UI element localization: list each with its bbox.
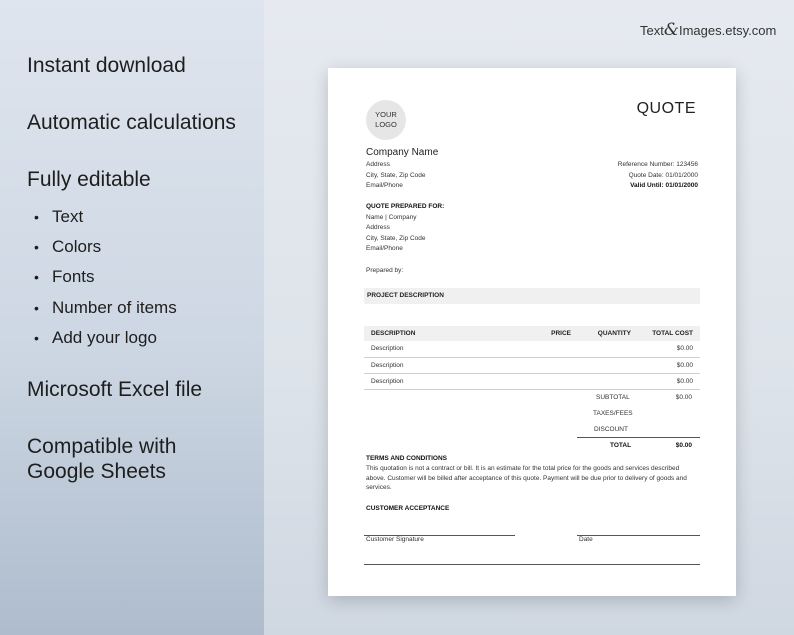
bullet-add-logo: • Add your logo xyxy=(34,328,157,347)
quote-meta xyxy=(618,160,698,192)
header-total-cost: TOTAL COST xyxy=(638,326,700,341)
features-panel xyxy=(0,0,264,635)
header-quantity: QUANTITY xyxy=(578,326,638,341)
bullet-fonts: • Fonts xyxy=(34,267,95,286)
total-divider xyxy=(577,437,700,438)
company-name: Company Name xyxy=(366,147,439,158)
items-table xyxy=(364,326,700,390)
date-line[interactable] xyxy=(577,535,700,536)
table-row: Description $0.00 xyxy=(364,373,700,389)
date-label: Date xyxy=(579,536,593,543)
feature-compatible-line2: Google Sheets xyxy=(27,460,166,483)
shop-name: Text&Images.etsy.com xyxy=(640,20,777,40)
terms-title: TERMS AND CONDITIONS xyxy=(366,455,448,462)
customer-acceptance: CUSTOMER ACCEPTANCE xyxy=(366,505,450,512)
total-label: TOTAL xyxy=(610,442,632,449)
feature-instant-download: Instant download xyxy=(27,54,186,77)
valid-until: Valid Until: 01/01/2000 xyxy=(630,182,698,189)
project-description-bar: PROJECT DESCRIPTION xyxy=(364,288,700,304)
terms-text: This quotation is not a contract or bill. It is an estimate for the total price for the goods and services described above. Customer will be billed after acceptance of this quote. Payment will be due prior to delivery of goods and services. xyxy=(366,465,687,491)
logo-placeholder: YOUR LOGO xyxy=(366,100,406,140)
reference-number: Reference Number: 123456 xyxy=(617,161,698,168)
table-row: Description $0.00 xyxy=(364,341,700,357)
header-price: PRICE xyxy=(514,326,578,341)
document-title: QUOTE xyxy=(636,100,696,117)
feature-compatible-line1: Compatible with xyxy=(27,435,177,458)
bullet-number-of-items: • Number of items xyxy=(34,298,177,317)
feature-automatic-calculations: Automatic calculations xyxy=(27,111,236,134)
subtotal-label: SUBTOTAL xyxy=(596,394,630,401)
prepared-by: Prepared by: xyxy=(366,267,404,274)
taxes-label: TAXES/FEES xyxy=(593,410,633,417)
bottom-rule xyxy=(364,564,700,565)
quote-date: Quote Date: 01/01/2000 xyxy=(628,171,698,179)
bullet-colors: • Colors xyxy=(34,237,102,256)
discount-label: DISCOUNT xyxy=(594,426,628,433)
total-value: $0.00 xyxy=(675,442,692,449)
feature-fully-editable: Fully editable xyxy=(27,168,151,191)
quote-document xyxy=(328,68,736,596)
bullet-text: • Text xyxy=(34,207,84,226)
prepared-for-block: QUOTE PREPARED FOR: Name | Company Address City, State, Zip Code Email/Phone xyxy=(366,203,445,252)
signature-label: Customer Signature xyxy=(366,536,424,543)
table-row: Description $0.00 xyxy=(364,357,700,373)
header-description: DESCRIPTION xyxy=(364,326,514,341)
ampersand-glyph: & xyxy=(663,20,679,40)
feature-excel-file: Microsoft Excel file xyxy=(27,378,203,401)
table-header-row xyxy=(364,326,700,341)
company-address: Address City, State, Zip Code Email/Phone xyxy=(366,161,426,189)
subtotal-value: $0.00 xyxy=(675,394,692,401)
